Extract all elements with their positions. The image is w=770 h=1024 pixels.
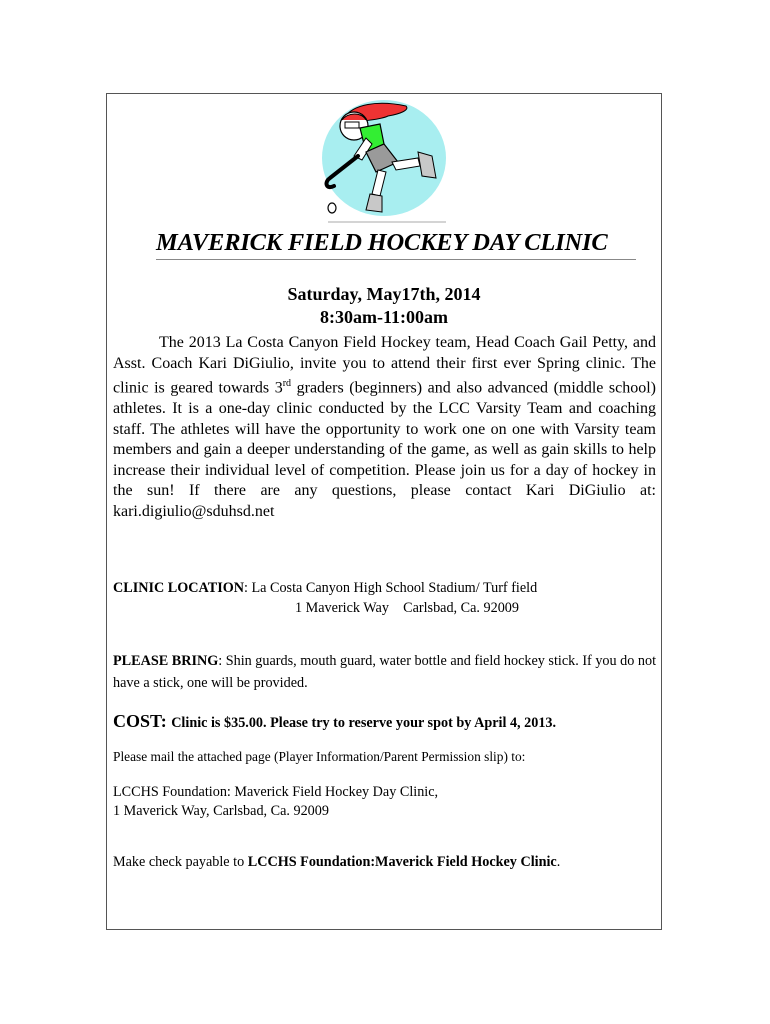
cost: COST: Clinic is $35.00. Please try to reserve your spot by April 4, 2013. [113, 711, 557, 731]
intro-superscript: rd [282, 378, 292, 390]
mailing-address-line2: 1 Maverick Way, Carlsbad, Ca. 92009 [113, 803, 329, 819]
clinic-location-address: 1 Maverick Way Carlsbad, Ca. 92009 [295, 600, 519, 616]
intro-paragraph [113, 333, 656, 523]
page-title: MAVERICK FIELD HOCKEY DAY CLINIC [156, 228, 636, 260]
please-bring-text: : Shin guards, mouth guard, water bottle and field hockey stick. If you do not have a stick, one will be provided. [113, 653, 657, 691]
clinic-location [113, 578, 658, 598]
please-bring [113, 650, 658, 694]
intro-text-part2: graders (beginners) and also advanced (middle school) athletes. It is a one-day clinic conducted by the LCC Varsity Team and coaching staff. The athletes will have the opportunity to work one on one with Varsity team members and gain a deeper understanding of the game, as well as gain skills to help increase their individual level of competition. Please join us for a day of hockey in the sun! If there are any questions, please contact Kari DiGiulio at: kari.digiulio@sduhsd.net [113, 379, 657, 521]
event-date: Saturday, May17th, 2014 [287, 284, 481, 304]
mail-note: Please mail the attached page (Player Information/Parent Permission slip) to: [113, 749, 526, 764]
event-time: 8:30am-11:00am [320, 307, 448, 327]
cost-text: Clinic is $35.00. Please try to reserve your spot by April 4, 2013. [171, 715, 557, 731]
clinic-location-label: CLINIC LOCATION [113, 580, 244, 596]
field-hockey-player-illustration [318, 96, 448, 224]
cost-label: COST [113, 711, 161, 731]
mailing-address-line1: LCCHS Foundation: Maverick Field Hockey Day Clinic, [113, 784, 439, 800]
please-bring-label: PLEASE BRING [113, 653, 219, 669]
check-prefix: Make check payable to [113, 854, 248, 870]
check-suffix: . [556, 854, 561, 870]
intro-text-part1: The 2013 La Costa Canyon Field Hockey team, Head Coach Gail Petty, and Asst. Coach Kari DiGiulio, invite you to attend their first ever Spring clinic. The clinic is geared towards 3 [113, 334, 656, 397]
clinic-location-line1: : La Costa Canyon High School Stadium/ Turf field [244, 580, 538, 596]
check-payee: LCCHS Foundation:Maverick Field Hockey Clinic [247, 854, 557, 870]
check-payable [113, 852, 658, 872]
